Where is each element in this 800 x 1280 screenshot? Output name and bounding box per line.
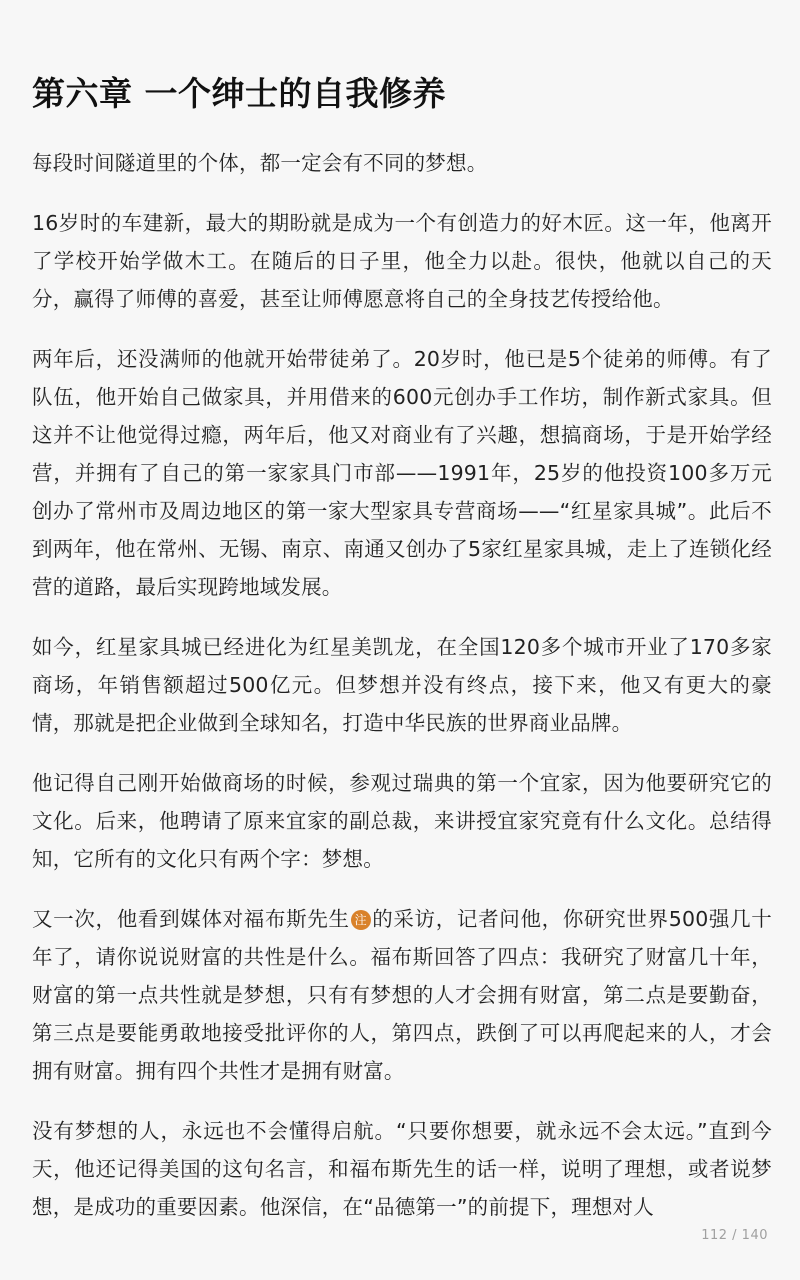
paragraph-3: 两年后，还没满师的他就开始带徒弟了。20岁时，他已是5个徒弟的师傅。有了队伍，他开始自己做家具，并用借来的600元创办手工作坊，制作新式家具。但这并不让他觉得过瘾，两年后，他又对商业有了兴趣，想搞商场，于是开始学经营，并拥有了自己的第一家家具门市部——1991年，25岁的他投资100多万元创办了常州市及周边地区的第一家大型家具专营商场——“红星家具城”。此后不到两年，他在常州、无锡、南京、南通又创办了5家红星家具城，走上了连锁化经营的道路，最后实现跨地域发展。 — [32, 347, 772, 599]
paragraph-1: 每段时间隧道里的个体，都一定会有不同的梦想。 — [32, 151, 488, 175]
chapter-title: 第六章 一个绅士的自我修养 — [32, 74, 446, 113]
paragraph-2: 16岁时的车建新，最大的期盼就是成为一个有创造力的好木匠。这一年，他离开了学校开始学做木工。在随后的日子里，他全力以赴。很快，他就以自己的天分，赢得了师傅的喜爱，甚至让师傅愿意将自己的全身技艺传授给他。 — [32, 211, 772, 311]
paragraph-6-after-note: 的采访，记者问他，你研究世界500强几十年了，请你说说财富的共性是什么。福布斯回答了四点：我研究了财富几十年，财富的第一点共性就是梦想，只有有梦想的人才会拥有财富，第二点是要勤奋，第三点是要能勇敢地接受批评你的人，第四点，跌倒了可以再爬起来的人，才会拥有财富。拥有四个共性才是拥有财富。 — [32, 907, 772, 1083]
footnote-icon[interactable]: 注 — [351, 910, 371, 930]
paragraph-6 — [32, 900, 772, 1090]
reader-page — [32, 68, 772, 1248]
paragraph-5: 他记得自己刚开始做商场的时候，参观过瑞典的第一个宜家，因为他要研究它的文化。后来，他聘请了原来宜家的副总裁，来讲授宜家究竟有什么文化。总结得知，它所有的文化只有两个字：梦想。 — [32, 771, 772, 871]
paragraph-4: 如今，红星家具城已经进化为红星美凯龙，在全国120多个城市开业了170多家商场，年销售额超过500亿元。但梦想并没有终点，接下来，他又有更大的豪情，那就是把企业做到全球知名，打造中华民族的世界商业品牌。 — [32, 635, 772, 735]
page-indicator: 112 / 140 — [701, 1228, 768, 1243]
paragraph-7: 没有梦想的人，永远也不会懂得启航。“只要你想要，就永远不会太远。”直到今天，他还记得美国的这句名言，和福布斯先生的话一样，说明了理想，或者说梦想，是成功的重要因素。他深信，在“品德第一”的前提下，理想对人 — [32, 1119, 772, 1219]
paragraph-6-before-note: 又一次，他看到媒体对福布斯先生 — [32, 907, 350, 931]
